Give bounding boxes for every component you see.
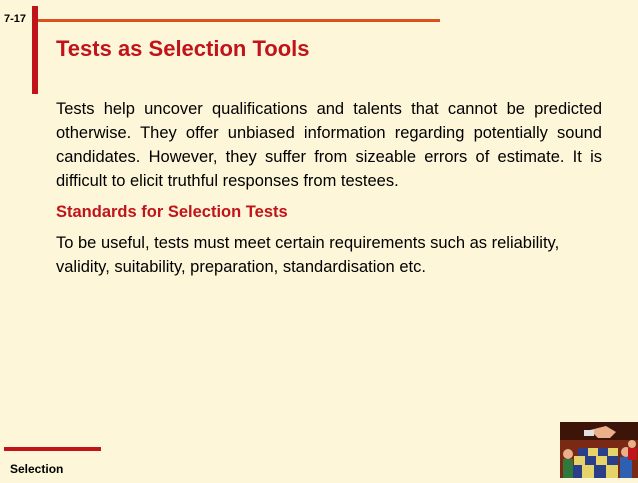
body-paragraph-1: Tests help uncover qualifications and talents that cannot be predicted otherwise. They offer unbiased information regarding potentially sound candidates. However, they suffer from sizeable errors of estimate. It is difficult to elicit truthful responses from testees. [56,100,602,190]
slide-title: Tests as Selection Tools [56,36,310,61]
chess-board-clipart-icon [560,422,638,478]
footer-label: Selection [10,462,64,476]
section-subheading: Standards for Selection Tests [56,203,288,221]
footer-accent-bar [4,447,101,451]
body-paragraph-2: To be useful, tests must meet certain requirements such as reliability, validity, suitability, preparation, standardisation etc. [56,234,560,276]
top-divider-line [38,19,440,22]
slide-number: 7-17 [4,13,27,25]
slide-content [56,97,602,279]
